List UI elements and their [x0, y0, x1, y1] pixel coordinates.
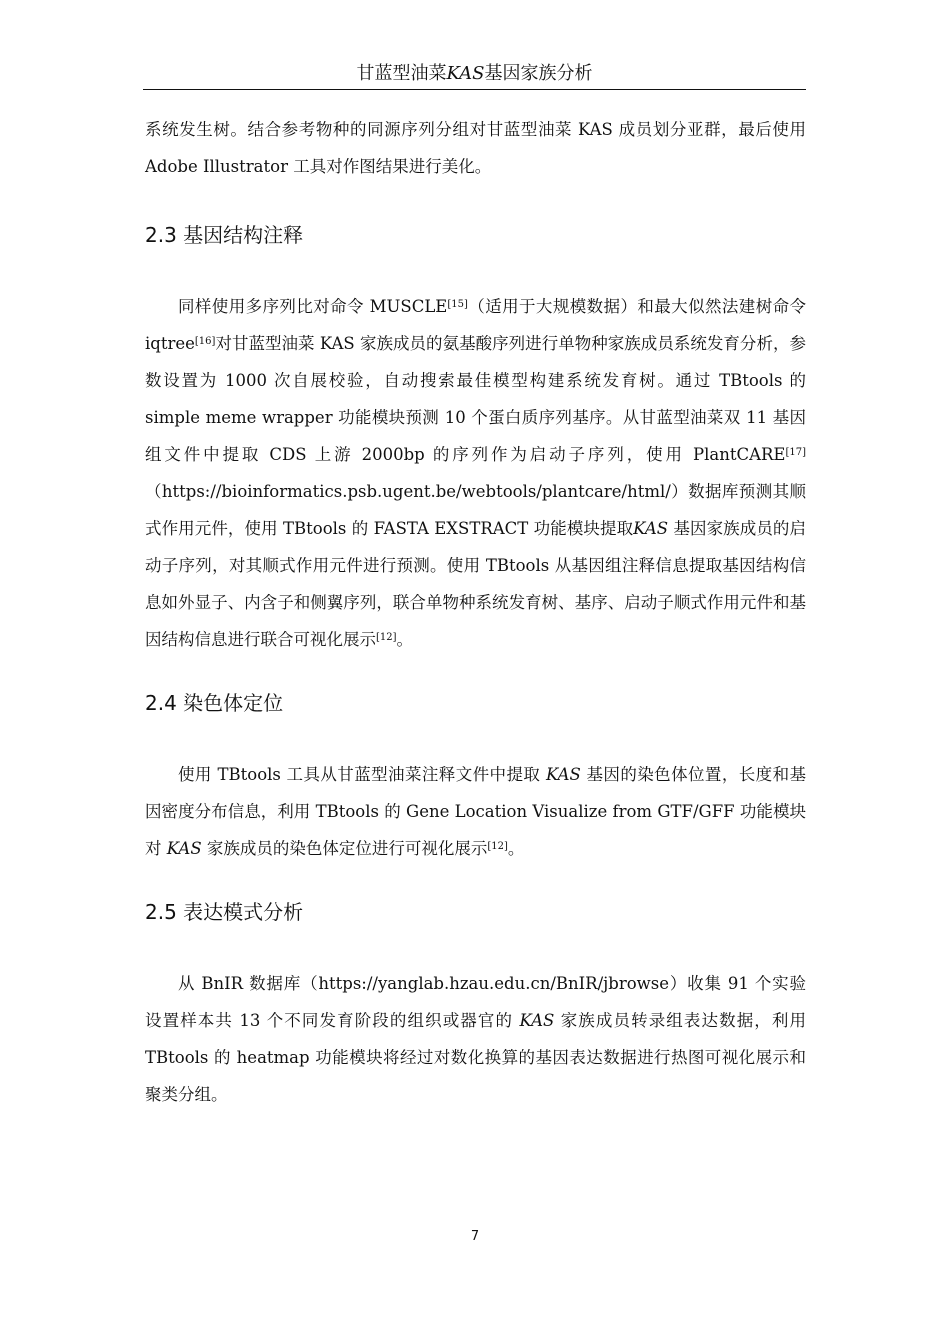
gene-name-italic: KAS — [519, 1011, 555, 1030]
intro-paragraph: 系统发生树。结合参考物种的同源序列分组对甘蓝型油菜 KAS 成员划分亚群，最后使用 Adobe Illustrator 工具对作图结果进行美化。 — [145, 120, 806, 176]
gene-name-italic: KAS — [166, 839, 202, 858]
text-run: 使用 TBtools 工具从甘蓝型油菜注释文件中提取 — [178, 765, 546, 784]
text-run: 家族成员的染色体定位进行可视化展示 — [201, 839, 488, 858]
citation-17: [17] — [785, 447, 806, 458]
citation-15: [15] — [447, 299, 468, 310]
section-2-4-heading: 2.4 染色体定位 — [145, 691, 284, 715]
text-run: 基因家族成员的启动子序列，对其顺式作用元件进行预测。使用 TBtools 从基因组注释信息提取基因结构信息如外显子、内含子和侧翼序列，联合单物种系统发育树、基序、启动子顺式作用元件和基因结构信息进行联合可视化展示 — [145, 519, 807, 649]
section-2-3-heading: 2.3 基因结构注释 — [145, 223, 304, 247]
text-run: 。 — [396, 630, 414, 649]
text-run: 。 — [507, 839, 525, 858]
page-number: 7 — [470, 1229, 480, 1244]
text-run: 对甘蓝型油菜 KAS 家族成员的氨基酸序列进行单物种家族成员系统发育分析，参数设置为 1000 次自展校验，自动搜索最佳模型构建系统发育树。通过 TBtools 的 simple meme wrapper 功能模块预测 10 个蛋白质序列基序。从甘蓝型油菜双 11 基因组文件中提取 CDS 上游 2000bp 的序列作为启动子序列，使用 PlantCARE — [145, 334, 806, 464]
running-header — [143, 62, 806, 86]
header-rule — [143, 89, 806, 90]
gene-name-italic: KAS — [633, 519, 669, 538]
section-2-5-heading: 2.5 表达模式分析 — [145, 900, 304, 924]
citation-16: [16] — [194, 336, 216, 347]
gene-name-italic: KAS — [545, 765, 581, 784]
text-run: 同样使用多序列比对命令 MUSCLE — [178, 297, 448, 316]
header-title-suffix: 基因家族分析 — [484, 63, 593, 84]
text-run: 家族成员转录组表达数据，利用 TBtools 的 heatmap 功能模块将经过对数化换算的基因表达数据进行热图可视化展示和聚类分组。 — [145, 1011, 806, 1104]
section-2-5-paragraph — [145, 965, 806, 1113]
citation-12: [12] — [487, 841, 508, 852]
section-2-4-paragraph — [145, 756, 806, 867]
citation-12: [12] — [376, 632, 397, 643]
header-title-prefix: 甘蓝型油菜 — [356, 63, 447, 84]
header-title-gene: KAS — [446, 63, 485, 84]
body-content — [145, 111, 806, 1113]
text-run: （适用于大规模数据）和最大似然法建树命令 iqtree — [145, 297, 807, 353]
text-run: 从 BnIR 数据库（https://yanglab.hzau.edu.cn/BnIR/jbrowse）收集 91 个实验设置样本共 13 个不同发育阶段的组织或器官的 — [145, 974, 806, 1030]
text-run: 基因的染色体位置，长度和基因密度分布信息，利用 TBtools 的 Gene Location Visualize from GTF/GFF 功能模块对 — [145, 765, 807, 858]
text-run: （https://bioinformatics.psb.ugent.be/webtools/plantcare/html/）数据库预测其顺式作用元件，使用 TBtools 的 FASTA EXSTRACT 功能模块提取 — [145, 482, 806, 538]
section-2-3-paragraph — [145, 288, 806, 658]
